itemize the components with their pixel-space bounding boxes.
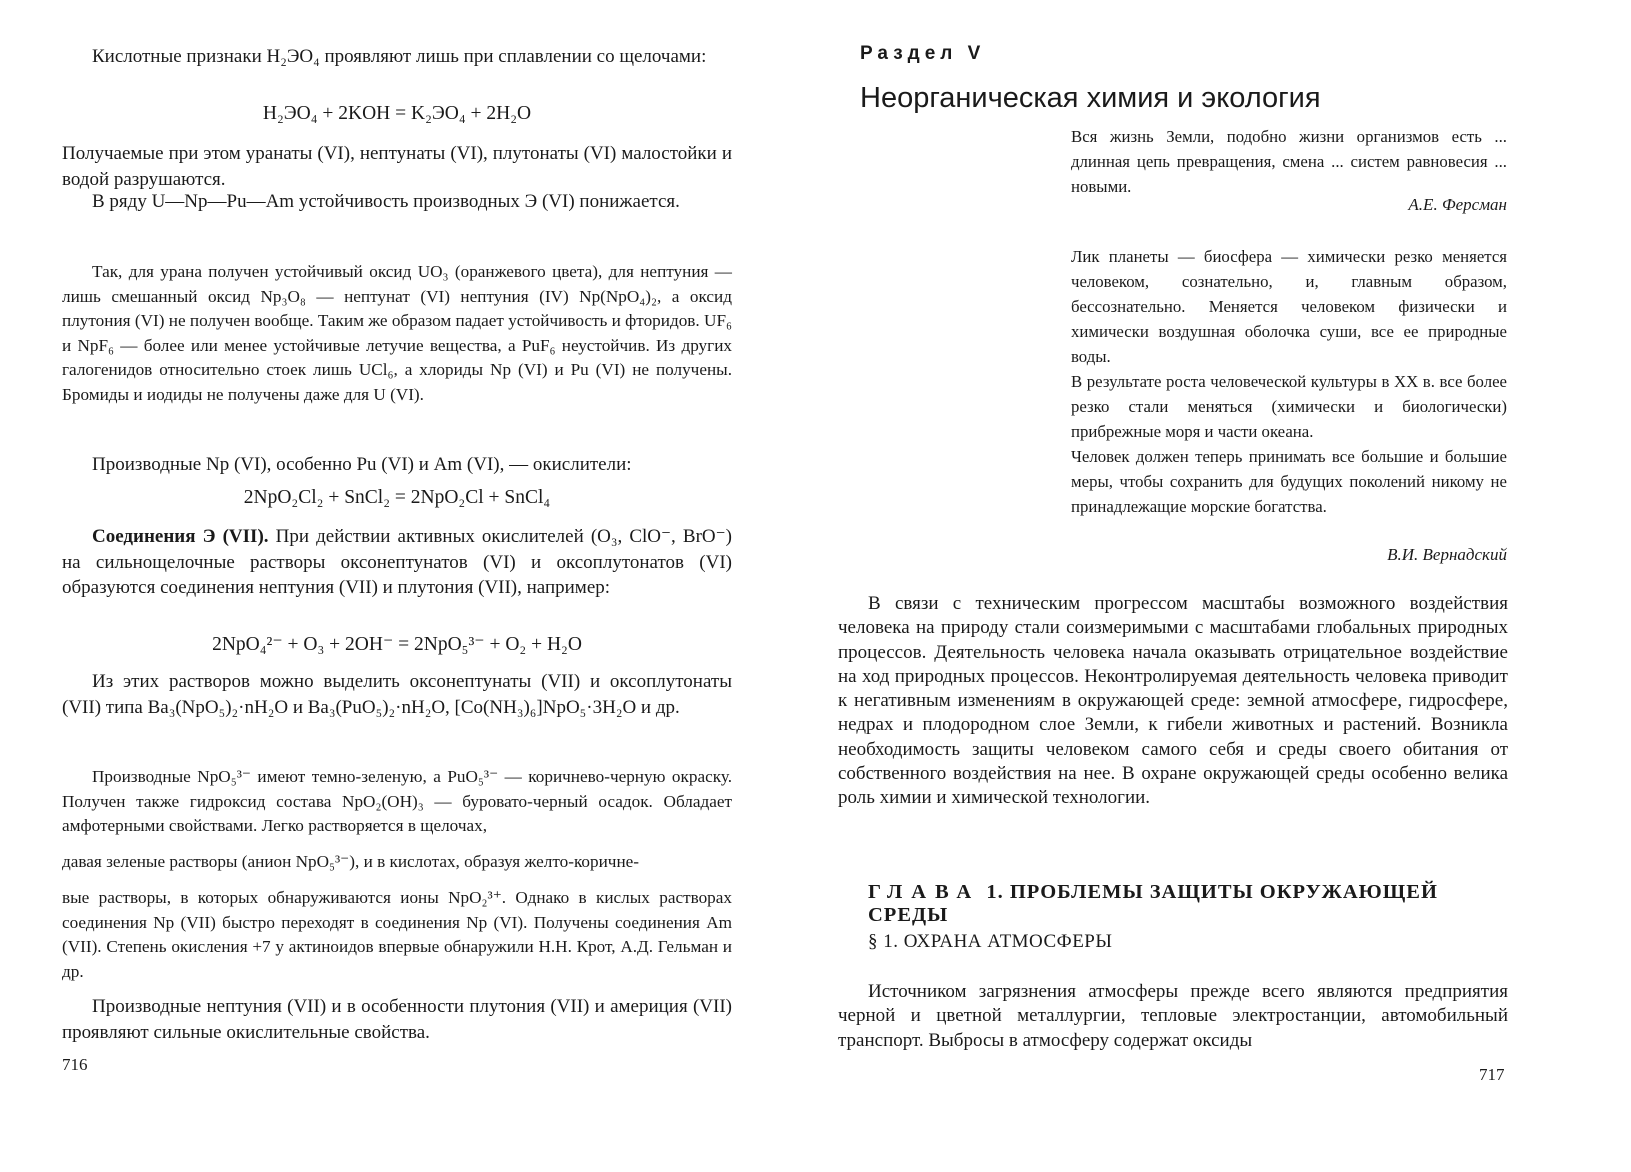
page-number-right: 717 xyxy=(1479,1065,1505,1084)
paragraph-introduction: В связи с техническим прогрессом масштабы возможного воздействия человека на природу стали соизмеримыми с масштабами глобальных природных процессов. Деятельность человека начала оказывать отрицательное воздействие на ход природных процессов. Неконтролируемая деятельность человека приводит к негативным изменениям в окружающей среде: земной атмосфере, гидросфере, недрах и плодородном слое Земли, к гибели животных и растений. Возникла необходимость защиты человеком самого себя и среды своего обитания от собственного воздействия на нее. В охране окружающей среды особенно велика роль химии и химической технологии. xyxy=(838,593,1508,809)
paragraph-derivatives-rest: вые растворы, в которых обнаруживаются ионы NpO₂³⁺. Однако в кислых растворах соединения Np (VII) быстро переходят в соединения Np (VI). Получены соединения Am (VII). Степень окисления +7 у актиноидов впервые обнаружили Н.Н. Крот, А.Д. Гельман и др. xyxy=(62,888,732,981)
paragraph-oxidizers: Производные Np (VI), особенно Pu (VI) и Am (VI), — окислители: xyxy=(92,454,632,475)
chapter-label: ГЛАВА xyxy=(868,881,981,903)
equation-2: 2NpO₂Cl₂ + SnCl₂ = 2NpO₂Cl + SnCl₄ xyxy=(243,487,551,508)
page-number-left: 716 xyxy=(62,1055,88,1074)
epigraph-vernadsky-author: В.И. Вернадский xyxy=(1387,545,1507,564)
section-label: Раздел V xyxy=(860,43,986,64)
right-page xyxy=(800,0,1631,1172)
paragraph-uranates: Получаемые при этом уранаты (VI), нептунаты (VI), плутонаты (VI) малостойки и водой разрушаются. xyxy=(62,143,732,190)
epigraph-vernadsky-p3: Человек должен теперь принимать все большие и большие меры, чтобы сохранить для будущих поколений никому не принадлежащие морские богатства. xyxy=(1071,447,1507,516)
paragraph-acid-properties: Кислотные признаки H₂ЭO₄ проявляют лишь при сплавлении со щелочами: xyxy=(92,46,707,67)
paragraph-compounds-vii xyxy=(62,524,732,601)
paragraph-neptunium-vii: Производные нептуния (VII) и в особенности плутония (VII) и америция (VII) проявляют сильные окислительные свойства. xyxy=(62,996,732,1043)
paragraph-oxoneptunates: Из этих растворов можно выделить оксонептунаты (VII) и оксоплутонаты (VII) типа Ba₃(NpO₅)₂·nH₂O и Ba₃(PuO₅)₂·nH₂O, [Co(NH₃)₆]NpO₅·3H₂O и др. xyxy=(62,671,732,718)
paragraph-derivatives-line: давая зеленые растворы (анион NpO₅³⁻), и в кислотах, образуя желто-коричне- xyxy=(62,852,640,871)
epigraph-fersman-author: А.Е. Ферсман xyxy=(1408,195,1507,214)
chapter-title: 1. ПРОБЛЕМЫ ЗАЩИТЫ ОКРУЖАЮЩЕЙ СРЕДЫ xyxy=(868,881,1438,926)
epigraph-vernadsky-p2: В результате роста человеческой культуры в XX в. все более резко стали меняться (химически и биологически) прибрежные моря и части океана. xyxy=(1071,372,1507,441)
equation-1: H₂ЭO₄ + 2KOH = K₂ЭO₄ + 2H₂O xyxy=(262,103,532,124)
compounds-vii-heading: Соединения Э (VII). xyxy=(92,526,269,547)
compounds-vii-text: При действии активных окислителей (O₃, ClO⁻, BrO⁻) на сильнощелочные растворы оксонептунатов (VI) и оксоплутонатов (VI) образуются соединения нептуния (VII) и плутония (VII), например: xyxy=(62,526,732,598)
epigraph-vernadsky xyxy=(1071,244,1507,519)
epigraph-vernadsky-p1: Лик планеты — биосфера — химически резко меняется человеком, сознательно, и, главным образом, бессознательно. Меняется человеком физически и химически воздушная оболочка суши, все ее природные воды. xyxy=(1071,247,1507,366)
section-title: Неорганическая химия и экология xyxy=(860,82,1321,114)
paragraph-oxides-fluorides: Так, для урана получен устойчивый оксид UO₃ (оранжевого цвета), для нептуния — лишь смешанный оксид Np₃O₈ — нептунат (VI) нептуния (IV) Np(NpO₄)₂, а оксид плутония (VI) не получен вообще. Таким же образом падает устойчивость и фторидов. UF₆ и NpF₆ — более или менее устойчивые летучие вещества, а PuF₆ неустойчив. Из других галогенидов относительно стоек лишь UCl₆, а хлориды Np (VI) и Pu (VI) не получены. Бромиды и иодиды не получены даже для U (VI). xyxy=(62,262,732,404)
paragraph-pollution-sources: Источником загрязнения атмосферы прежде всего являются предприятия черной и цветной металлургии, тепловые электростанции, автомобильный транспорт. Выбросы в атмосферу содержат оксиды xyxy=(838,981,1508,1051)
equation-3: 2NpO₄²⁻ + O₃ + 2OH⁻ = 2NpO₅³⁻ + O₂ + H₂O xyxy=(212,634,582,655)
left-page xyxy=(0,0,800,1172)
paragraph-heading: § 1. ОХРАНА АТМОСФЕРЫ xyxy=(868,931,1113,952)
paragraph-derivatives-color: Производные NpO₅³⁻ имеют темно-зеленую, а PuO₅³⁻ — коричнево-черную окраску. Получен также гидроксид состава NpO₂(OH)₃ — буровато-черный осадок. Обладает амфотерными свойствами. Легко растворяется в щелочах, xyxy=(62,767,732,836)
epigraph-fersman: Вся жизнь Земли, подобно жизни организмов есть ... длинная цепь превращения, смена ... систем равновесия ... новыми. xyxy=(1071,127,1507,196)
paragraph-stability-series: В ряду U—Np—Pu—Am устойчивость производных Э (VI) понижается. xyxy=(92,191,680,212)
chapter-heading xyxy=(868,881,1508,927)
